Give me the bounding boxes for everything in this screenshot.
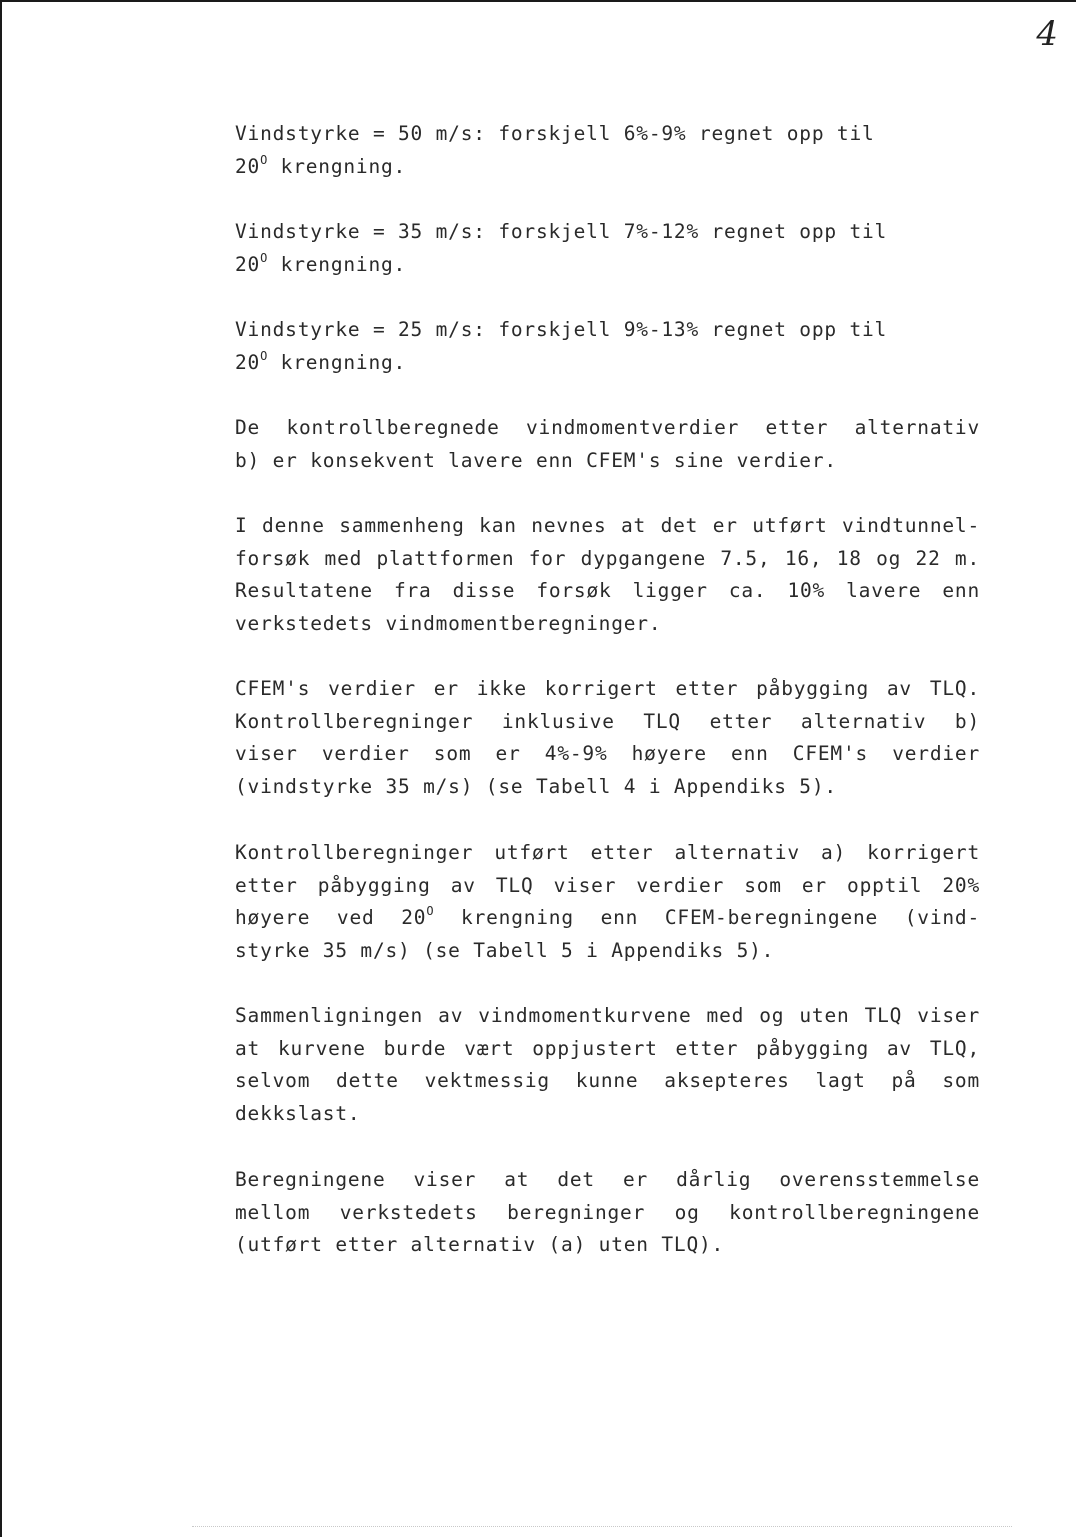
text-line: at kurvene burde vært oppjustert etter påbygging av TLQ,	[235, 1036, 980, 1060]
text-segment: krengning.	[268, 154, 407, 178]
text-line: selvom dette vektmessig kunne aksepteres lagt på som	[235, 1069, 980, 1093]
text-line: b) er konsekvent lavere enn CFEM's sine verdier.	[235, 448, 837, 472]
text-segment: krengning enn CFEM-beregningene (vind-	[434, 906, 980, 930]
degree-superscript: O	[426, 904, 435, 919]
text-line	[235, 903, 980, 933]
text-line: Resultatene fra disse forsøk ligger ca. 10% lavere enn	[235, 579, 980, 603]
text-segment: krengning.	[268, 252, 407, 276]
text-line: CFEM's verdier er ikke korrigert etter påbygging av TLQ.	[235, 677, 980, 700]
text-line: De kontrollberegnede vindmomentverdier etter alternativ	[235, 416, 980, 439]
text-segment: høyere ved 20	[235, 906, 427, 930]
text-line: Kontrollberegninger inklusive TLQ etter alternativ b)	[235, 709, 980, 733]
text-line: Vindstyrke = 25 m/s: forskjell 9%-13% regnet opp til	[235, 318, 888, 341]
text-line: verkstedets vindmomentberegninger.	[235, 611, 662, 635]
page-number: 4	[1036, 14, 1058, 54]
degree-superscript: O	[260, 348, 269, 363]
text-line: forsøk med plattformen for dypgangene 7.5, 16, 18 og 22 m.	[235, 546, 980, 570]
text-line: mellom verkstedets beregninger og kontrollberegningene	[235, 1200, 980, 1224]
text-line	[235, 152, 980, 182]
text-line: (vindstyrke 35 m/s) (se Tabell 4 i Appendiks 5).	[235, 774, 837, 798]
text-line	[235, 250, 980, 280]
text-line: I denne sammenheng kan nevnes at det er utført vindtunnel-	[235, 514, 980, 537]
text-line: Vindstyrke = 35 m/s: forskjell 7%-12% regnet opp til	[235, 220, 888, 243]
text-segment: krengning.	[268, 350, 407, 374]
text-line: (utført etter alternativ (a) uten TLQ).	[235, 1233, 725, 1257]
text-line: Kontrollberegninger utført etter alternativ a) korrigert	[235, 841, 980, 864]
degree-superscript: O	[260, 250, 269, 265]
text-line: Beregningene viser at det er dårlig overensstemmelse	[235, 1168, 980, 1191]
degree-superscript: O	[260, 152, 269, 167]
text-segment: 20	[235, 350, 261, 374]
text-segment: 20	[235, 252, 261, 276]
text-line: etter påbygging av TLQ viser verdier som er opptil 20%	[235, 873, 980, 897]
text-line: styrke 35 m/s) (se Tabell 5 i Appendiks 5).	[235, 938, 775, 962]
text-line: Sammenligningen av vindmomentkurvene med og uten TLQ viser	[235, 1004, 980, 1027]
text-segment: 20	[235, 154, 261, 178]
scan-artifact	[192, 1526, 1012, 1529]
text-line: dekkslast.	[235, 1101, 361, 1125]
text-line: Vindstyrke = 50 m/s: forskjell 6%-9% regnet opp til	[235, 122, 875, 145]
text-line	[235, 348, 980, 378]
text-line: viser verdier som er 4%-9% høyere enn CFEM's verdier	[235, 742, 980, 766]
